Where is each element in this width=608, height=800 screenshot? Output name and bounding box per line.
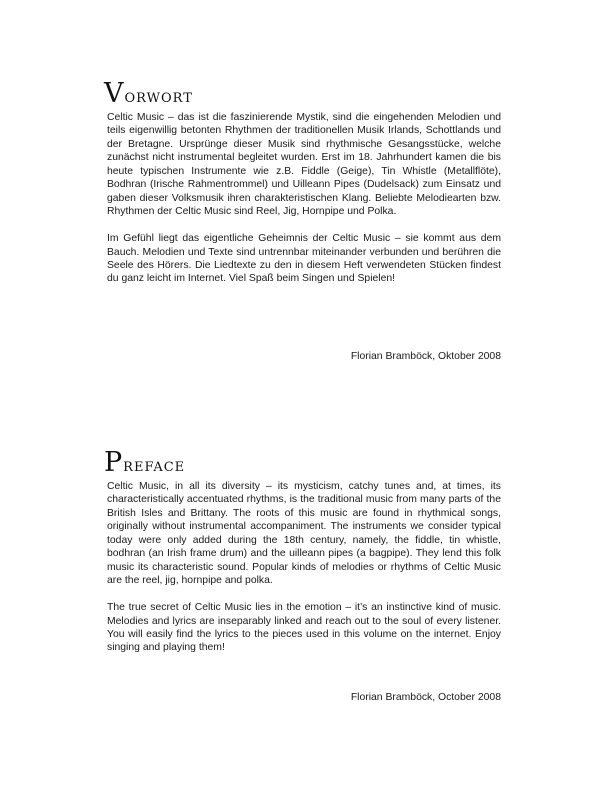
preface-paragraph-2: The true secret of Celtic Music lies in the emotion – it’s an instinctive kind of music. Melodies and lyrics are inseparably linked and reach out to the soul of every listener. You will easily find the lyrics to the pieces used in this volume on the internet. Enjoy singing and playing them! <box>107 602 501 654</box>
preface-signature: Florian Bramböck, October 2008 <box>350 692 501 703</box>
vorwort-signature: Florian Bramböck, Oktober 2008 <box>350 351 501 362</box>
vorwort-paragraph-1: Celtic Music – das ist die faszinierende Mystik, sind die eingehenden Melodien und teils eigenwillig betonten Rhythmen der traditionellen Musik Irlands, Schottlands und der Bretagne. Ursprünge dieser Musik sind rhythmische Gesangsstücke, welche zunächst nicht instrumental begleitet wurden. Erst im 18. Jahrhundert kamen die bis heute typischen Instrumente wie z.B. Fiddle (Geige), Tin Whistle (Metallflöte), Bodhran (Irische Rahmentrommel) und Uilleann Pipes (Dudelsack) zum Einsatz und gaben dieser Volksmusik ihren charakteristischen Klang. Beliebte Melodiearten bzw. Rhythmen der Celtic Music sind Reel, Jig, Hornpipe und Polka. <box>107 112 501 218</box>
preface-paragraph-1: Celtic Music, in all its diversity – its mysticism, catchy tunes and, at times, its characteristically accentuated rhythms, is the traditional music from many parts of the British Isles and Brittany. The roots of this music are found in rhythmical songs, originally without instrumental accompaniment. The instruments we consider typical today were only added during the 18th century, namely, the fiddle, tin whistle, bodhran (an Irish frame drum) and the uilleann pipes (a bagpipe). They lend this folk music its characteristic sound. Popular kinds of melodies or rhythms of Celtic Music are the reel, jig, hornpipe and polka. <box>107 481 501 587</box>
heading-initial: P <box>104 447 124 478</box>
heading-preface <box>104 444 185 476</box>
heading-initial: V <box>104 78 125 109</box>
heading-rest: orwort <box>124 85 193 107</box>
heading-rest: reface <box>123 454 186 476</box>
vorwort-paragraph-2: Im Gefühl liegt das eigentliche Geheimnis der Celtic Music – sie kommt aus dem Bauch. Melodien und Texte sind untrennbar miteinander verbunden und berühren die Seele des Hörers. Die Liedtexte zu den in diesem Heft verwendeten Stücken findest du ganz leicht im Internet. Viel Spaß beim Singen und Spielen! <box>107 233 501 285</box>
preface-body <box>107 480 501 668</box>
heading-vorwort <box>104 75 193 107</box>
vorwort-body <box>107 111 501 299</box>
